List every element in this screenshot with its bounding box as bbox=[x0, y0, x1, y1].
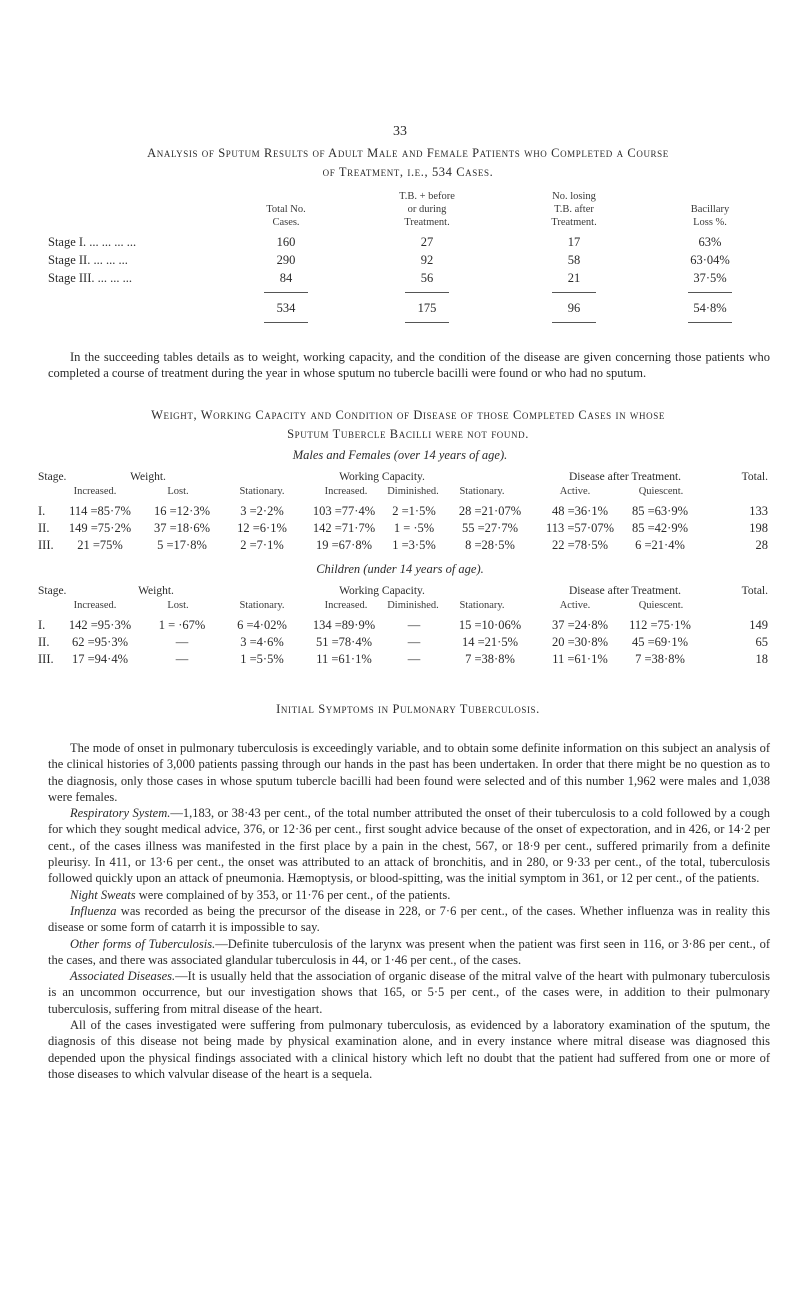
active-header: Active. bbox=[559, 486, 591, 497]
row-total: 133 bbox=[749, 504, 768, 518]
capacity-increased: 134 =89·9% bbox=[312, 618, 376, 632]
total-rule bbox=[552, 292, 596, 293]
stationary-header: Stationary. bbox=[239, 486, 285, 497]
row-total: 198 bbox=[749, 521, 768, 535]
stage-header: Stage. bbox=[38, 471, 67, 483]
disease-active: 37 =24·8% bbox=[552, 618, 608, 632]
stage-label: Stage II. ... ... ... bbox=[48, 253, 128, 267]
stage-label: II. bbox=[38, 635, 50, 649]
quiescent-header: Quiescent. bbox=[638, 600, 684, 611]
respiratory-text: —1,183, or 38·43 per cent., of the total number attributed the onset of their tuberculosis to a cold followed by a cough for which they sought medical advice, 376, or 12·36 per cent., first sought advice because of the onset of expectoration, and in 426, or 14·2 per cent., of the cases illness was manifested in the first place by a pain in the chest, 567, or 18·9 per cent., suffered primarily from a definite pleurisy. In 411, or 13·6 per cent., the onset was attributed to an attack of bronchitis, and in 280, or 9·33 per cent., of the total, tuberculosis followed quickly upon an attack of pneumonia. Hæmoptysis, or blood-spitting, was the initial symptom in 361, or 12 per cent., of the patients. bbox=[48, 806, 771, 886]
weight-heading-line1: Weight, Working Capacity and Condition of Disease of those Completed Cases in whose bbox=[151, 408, 665, 422]
row-total: 65 bbox=[755, 635, 768, 649]
stage-label: Stage I. ... ... ... ... bbox=[48, 235, 137, 249]
sputum-totals-row bbox=[0, 301, 800, 317]
disease-active: 22 =78·5% bbox=[552, 538, 608, 552]
sputum-row-stage-3 bbox=[0, 271, 800, 287]
total-rule bbox=[264, 322, 308, 323]
capacity-diminished: 1 = ·5% bbox=[393, 521, 435, 535]
sputum-heading-line1: Analysis of Sputum Results of Adult Male and Female Patients who Completed a Course bbox=[147, 146, 669, 160]
sputum-row-stage-2 bbox=[0, 253, 800, 269]
disease-quiescent: 6 =21·4% bbox=[635, 538, 685, 552]
wc-diminished-header: Diminished. bbox=[387, 600, 439, 611]
influenza-paragraph bbox=[48, 903, 770, 936]
sputum-heading bbox=[48, 144, 768, 182]
header-tb-2: or during bbox=[407, 204, 447, 215]
header-losing-2: T.B. after bbox=[554, 204, 594, 215]
stage-label: I. bbox=[38, 618, 46, 632]
header-total-2: Cases. bbox=[272, 217, 300, 228]
weight-stationary: 3 =2·2% bbox=[240, 504, 284, 518]
closing-paragraph: All of the cases investigated were suffering from pulmonary tuberculosis, as evidenced by a laboratory examination of the sputum, the diagnosis of this disease not being made by physical examination alone, and in every instance where mitral disease was diagnosed this depended upon the physical findings associated with a clinical history which left no doubt that the patient had suffered from one or more of those diseases to which valvular disease of the heart is a sequela. bbox=[48, 1018, 770, 1081]
bacillary-loss: 63·04% bbox=[690, 253, 730, 267]
capacity-increased: 103 =77·4% bbox=[312, 504, 376, 518]
adults-sub-header bbox=[0, 486, 800, 502]
weight-lost: 37 =18·6% bbox=[154, 521, 210, 535]
sputum-header-row3 bbox=[0, 217, 800, 233]
stage-label: II. bbox=[38, 521, 50, 535]
losing-tb: 21 bbox=[567, 271, 581, 285]
increased-header: Increased. bbox=[73, 600, 117, 611]
adults-row-stage-2 bbox=[0, 521, 800, 537]
bacillary-loss: 63% bbox=[698, 235, 722, 249]
total-rule bbox=[688, 322, 732, 323]
influenza-label: Influenza bbox=[70, 903, 117, 918]
capacity-stationary: 14 =21·5% bbox=[462, 635, 518, 649]
capacity-increased: 19 =67·8% bbox=[316, 538, 372, 552]
weight-header: Weight. bbox=[130, 471, 166, 483]
capacity-stationary: 55 =27·7% bbox=[462, 521, 518, 535]
weight-lost: 1 = ·67% bbox=[158, 618, 206, 632]
wc-increased-header: Increased. bbox=[324, 600, 368, 611]
total-rule bbox=[405, 322, 449, 323]
disease-header: Disease after Treatment. bbox=[568, 471, 682, 483]
other-tb-text: —Definite tuberculosis of the larynx was present when the patient was first seen in 116, or 3·86 per cent., of the cases, and there was associated glandular tuberculosis in 44, or 1·46 per cent., of the cases. bbox=[48, 936, 770, 967]
capacity-stationary: 8 =28·5% bbox=[465, 538, 515, 552]
tb-positive: 56 bbox=[420, 271, 434, 285]
active-header: Active. bbox=[559, 600, 591, 611]
influenza-text: was recorded as being the precursor of the disease in 228, or 7·6 per cent., of the cases. Whether influenza was in reality this disease or some form of catarrh it is impossible to say. bbox=[48, 903, 770, 935]
stage-label: Stage III. ... ... ... bbox=[48, 271, 133, 285]
weight-lost: 5 =17·8% bbox=[157, 538, 207, 552]
weight-stationary: 3 =4·6% bbox=[240, 635, 284, 649]
weight-stationary: 6 =4·02% bbox=[237, 618, 287, 632]
children-row-stage-1 bbox=[0, 618, 800, 634]
disease-quiescent: 7 =38·8% bbox=[635, 652, 685, 666]
children-sub-header bbox=[0, 600, 800, 616]
total-rule bbox=[264, 292, 308, 293]
total-rule bbox=[688, 292, 732, 293]
other-tb-label: Other forms of Tuberculosis. bbox=[70, 936, 216, 951]
stationary-header: Stationary. bbox=[239, 600, 285, 611]
total-cases: 290 bbox=[276, 253, 296, 267]
weight-heading bbox=[48, 406, 768, 444]
row-total: 28 bbox=[755, 538, 768, 552]
weight-stationary: 2 =7·1% bbox=[240, 538, 284, 552]
disease-header: Disease after Treatment. bbox=[568, 585, 682, 597]
adults-row-stage-1 bbox=[0, 504, 800, 520]
total-rule bbox=[405, 292, 449, 293]
weight-lost: — bbox=[175, 652, 189, 666]
capacity-increased: 51 =78·4% bbox=[316, 635, 372, 649]
sputum-heading-line2: of Treatment, i.e., 534 Cases. bbox=[322, 165, 494, 179]
losing-tb: 17 bbox=[567, 235, 581, 249]
disease-active: 48 =36·1% bbox=[552, 504, 608, 518]
associated-diseases-label: Associated Diseases. bbox=[70, 969, 176, 984]
capacity-diminished: — bbox=[407, 635, 421, 649]
weight-lost: — bbox=[175, 635, 189, 649]
weight-increased: 149 =75·2% bbox=[68, 521, 132, 535]
children-row-stage-3 bbox=[0, 652, 800, 668]
disease-active: 20 =30·8% bbox=[552, 635, 608, 649]
night-sweats-text: were complained of by 353, or 11·76 per cent., of the patients. bbox=[135, 887, 451, 902]
tb-positive-sum: 175 bbox=[417, 301, 437, 315]
header-tb-1: T.B. + before bbox=[399, 191, 455, 202]
tb-positive: 92 bbox=[420, 253, 434, 267]
adults-row-stage-3 bbox=[0, 538, 800, 554]
lost-header: Lost. bbox=[167, 600, 189, 611]
intro-paragraph bbox=[48, 349, 770, 382]
night-sweats-label: Night Sweats bbox=[70, 887, 136, 902]
capacity-stationary: 15 =10·06% bbox=[458, 618, 522, 632]
disease-quiescent: 112 =75·1% bbox=[629, 618, 691, 632]
total-header: Total. bbox=[741, 471, 768, 483]
wc-diminished-header: Diminished. bbox=[387, 486, 439, 497]
wc-stationary-header: Stationary. bbox=[459, 600, 505, 611]
symptoms-heading: Initial Symptoms in Pulmonary Tuberculosis. bbox=[276, 702, 540, 716]
wc-stationary-header: Stationary. bbox=[459, 486, 505, 497]
header-bacillary-1: Bacillary bbox=[690, 204, 730, 215]
capacity-stationary: 28 =21·07% bbox=[458, 504, 522, 518]
losing-tb-sum: 96 bbox=[567, 301, 581, 315]
other-tb-paragraph bbox=[48, 936, 770, 969]
stage-label: I. bbox=[38, 504, 46, 518]
stage-label: III. bbox=[38, 538, 54, 552]
bacillary-loss: 37·5% bbox=[693, 271, 727, 285]
header-losing-3: Treatment. bbox=[551, 217, 597, 228]
total-cases: 160 bbox=[276, 235, 296, 249]
weight-increased: 17 =94·4% bbox=[72, 652, 128, 666]
wc-increased-header: Increased. bbox=[324, 486, 368, 497]
header-tb-3: Treatment. bbox=[404, 217, 450, 228]
working-capacity-header: Working Capacity. bbox=[339, 585, 425, 597]
weight-stationary: 1 =5·5% bbox=[240, 652, 284, 666]
children-group-header bbox=[0, 585, 800, 601]
weight-increased: 21 =75% bbox=[77, 538, 123, 552]
total-rule bbox=[552, 322, 596, 323]
weight-header: Weight. bbox=[138, 585, 174, 597]
total-cases: 84 bbox=[279, 271, 293, 285]
associated-diseases-paragraph bbox=[48, 968, 770, 1017]
weight-heading-line2: Sputum Tubercle Bacilli were not found. bbox=[287, 427, 529, 441]
weight-stationary: 12 =6·1% bbox=[237, 521, 287, 535]
children-row-stage-2 bbox=[0, 635, 800, 651]
disease-quiescent: 45 =69·1% bbox=[632, 635, 688, 649]
working-capacity-header: Working Capacity. bbox=[339, 471, 425, 483]
intro-text: In the succeeding tables details as to weight, working capacity, and the condition of the disease are given concerning those patients who completed a course of treatment during the year in whose sputum no tubercle bacilli were found or who had no sputum. bbox=[48, 350, 770, 381]
respiratory-label: Respiratory System. bbox=[70, 806, 171, 821]
bacillary-loss-overall: 54·8% bbox=[693, 301, 727, 315]
symptoms-body bbox=[48, 740, 770, 1082]
associated-diseases-text: —It is usually held that the association of organic disease of the mitral valve of the heart with pulmonary tuberculosis is an uncommon occurrence, but our investigation shows that 165, or 5·5 per cent., of the cases were, in addition to their pulmonary tuberculosis, suffering from mitral disease of the heart. bbox=[48, 969, 770, 1016]
capacity-diminished: — bbox=[407, 618, 421, 632]
symptoms-intro: The mode of onset in pulmonary tuberculosis is exceedingly variable, and to obtain some definite information on this subject an analysis of the clinical histories of 3,000 patients passing through our hands in the past has been undertaken. In order that there might be no question as to the diagnosis, only those cases in whose sputum tubercle bacilli had been found were selected and of this number 1,962 were males and 1,038 were females. bbox=[48, 741, 770, 804]
weight-lost: 16 =12·3% bbox=[154, 504, 210, 518]
losing-tb: 58 bbox=[567, 253, 581, 267]
row-total: 149 bbox=[749, 618, 768, 632]
header-total-1: Total No. bbox=[266, 204, 306, 215]
respiratory-paragraph bbox=[48, 805, 770, 886]
capacity-increased: 142 =71·7% bbox=[312, 521, 376, 535]
sputum-row-stage-1 bbox=[0, 235, 800, 251]
header-losing-1: No. losing bbox=[552, 191, 596, 202]
disease-active: 11 =61·1% bbox=[552, 652, 608, 666]
adults-group-header bbox=[0, 471, 800, 487]
row-total: 18 bbox=[755, 652, 768, 666]
weight-increased: 142 =95·3% bbox=[68, 618, 132, 632]
header-bacillary-2: Loss %. bbox=[693, 217, 727, 228]
disease-quiescent: 85 =63·9% bbox=[632, 504, 688, 518]
night-sweats-paragraph bbox=[48, 887, 770, 903]
total-header: Total. bbox=[741, 585, 768, 597]
disease-active: 113 =57·07% bbox=[545, 521, 615, 535]
capacity-diminished: 2 =1·5% bbox=[392, 504, 436, 518]
quiescent-header: Quiescent. bbox=[638, 486, 684, 497]
increased-header: Increased. bbox=[73, 486, 117, 497]
page-number: 33 bbox=[393, 124, 407, 139]
capacity-increased: 11 =61·1% bbox=[316, 652, 372, 666]
weight-increased: 62 =95·3% bbox=[72, 635, 128, 649]
lost-header: Lost. bbox=[167, 486, 189, 497]
disease-quiescent: 85 =42·9% bbox=[632, 521, 688, 535]
capacity-diminished: 1 =3·5% bbox=[392, 538, 436, 552]
capacity-diminished: — bbox=[407, 652, 421, 666]
weight-increased: 114 =85·7% bbox=[69, 504, 131, 518]
tb-positive: 27 bbox=[420, 235, 434, 249]
stage-header: Stage. bbox=[38, 585, 67, 597]
capacity-stationary: 7 =38·8% bbox=[465, 652, 515, 666]
adults-subtitle: Males and Females (over 14 years of age). bbox=[292, 448, 508, 462]
stage-label: III. bbox=[38, 652, 54, 666]
total-cases-sum: 534 bbox=[276, 301, 296, 315]
children-subtitle: Children (under 14 years of age). bbox=[316, 562, 484, 576]
